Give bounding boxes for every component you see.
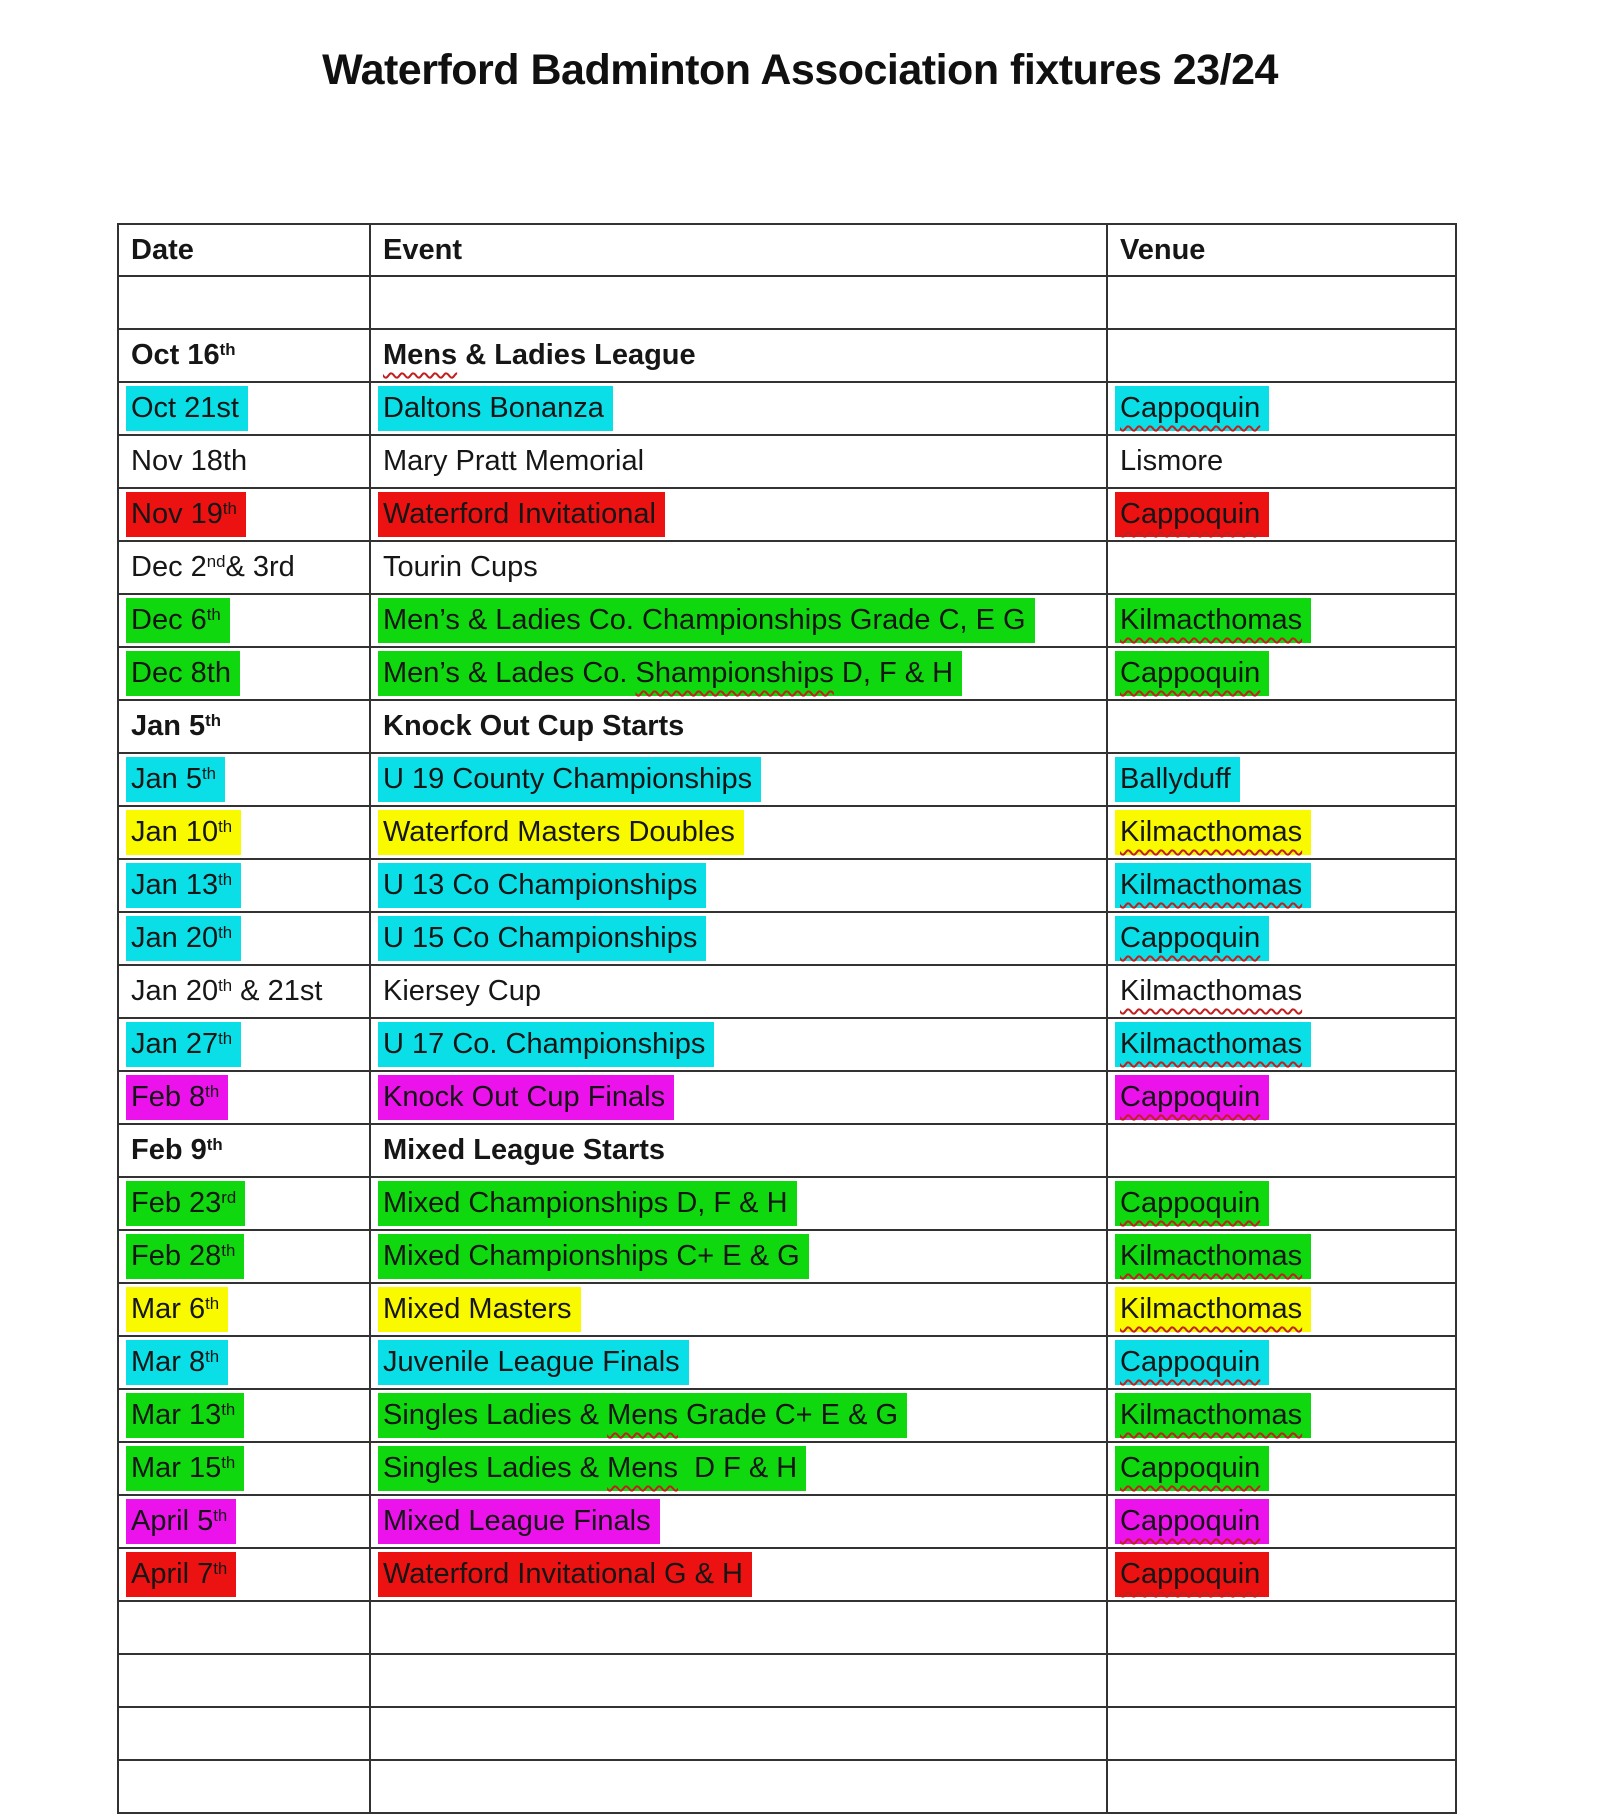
table-row xyxy=(118,1389,1456,1442)
event-cell xyxy=(370,1336,1107,1389)
date-cell xyxy=(118,806,370,859)
date-text: Jan 20th xyxy=(126,916,241,961)
date-text: Nov 19th xyxy=(126,492,246,537)
table-row xyxy=(118,1442,1456,1495)
fixtures-table xyxy=(117,223,1457,1814)
date-text: Feb 9th xyxy=(131,1134,223,1166)
event-text: U 17 Co. Championships xyxy=(378,1022,714,1067)
table-row xyxy=(118,1548,1456,1601)
date-text: Jan 13th xyxy=(126,863,241,908)
venue-text: Cappoquin xyxy=(1115,1499,1269,1544)
event-cell xyxy=(370,1389,1107,1442)
event-text: Singles Ladies & Mens Grade C+ E & G xyxy=(378,1393,907,1438)
date-cell xyxy=(118,1336,370,1389)
date-text: Mar 6th xyxy=(126,1287,228,1332)
date-text: Feb 23rd xyxy=(126,1181,245,1226)
event-cell xyxy=(370,1548,1107,1601)
venue-text: Kilmacthomas xyxy=(1115,1287,1311,1332)
event-text: Men’s & Ladies Co. Championships Grade C, E G xyxy=(378,598,1035,643)
table-row xyxy=(118,1654,1456,1707)
event-cell xyxy=(370,1601,1107,1654)
date-cell xyxy=(118,488,370,541)
venue-cell xyxy=(1107,1707,1456,1760)
date-cell xyxy=(118,594,370,647)
venue-text: Cappoquin xyxy=(1115,916,1269,961)
event-text: Tourin Cups xyxy=(383,551,538,583)
page-title: Waterford Badminton Association fixtures 23/24 xyxy=(322,46,1278,94)
venue-cell xyxy=(1107,1230,1456,1283)
venue-text: Cappoquin xyxy=(1115,1446,1269,1491)
date-cell xyxy=(118,1442,370,1495)
event-cell xyxy=(370,1018,1107,1071)
date-cell xyxy=(118,1230,370,1283)
date-cell xyxy=(118,1654,370,1707)
venue-cell xyxy=(1107,1018,1456,1071)
date-cell xyxy=(118,1601,370,1654)
event-text: U 15 Co Championships xyxy=(378,916,706,961)
venue-cell xyxy=(1107,1601,1456,1654)
event-text: Mixed Championships C+ E & G xyxy=(378,1234,809,1279)
date-text: Mar 13th xyxy=(126,1393,244,1438)
venue-cell xyxy=(1107,753,1456,806)
venue-cell xyxy=(1107,435,1456,488)
date-cell xyxy=(118,1177,370,1230)
header-venue: Venue xyxy=(1107,224,1456,276)
date-cell xyxy=(118,382,370,435)
venue-cell xyxy=(1107,1336,1456,1389)
table-row xyxy=(118,1336,1456,1389)
event-cell xyxy=(370,1230,1107,1283)
venue-cell xyxy=(1107,541,1456,594)
venue-text: Cappoquin xyxy=(1115,651,1269,696)
venue-cell xyxy=(1107,488,1456,541)
header-row xyxy=(118,224,1456,276)
table-row xyxy=(118,753,1456,806)
date-cell xyxy=(118,1071,370,1124)
venue-cell xyxy=(1107,594,1456,647)
date-text: Mar 8th xyxy=(126,1340,228,1385)
date-text: Feb 8th xyxy=(126,1075,228,1120)
table-row xyxy=(118,1071,1456,1124)
event-cell xyxy=(370,1442,1107,1495)
venue-cell xyxy=(1107,965,1456,1018)
table-row xyxy=(118,1124,1456,1177)
event-cell xyxy=(370,753,1107,806)
event-text: Mixed League Finals xyxy=(378,1499,660,1544)
venue-text: Ballyduff xyxy=(1115,757,1240,802)
event-cell xyxy=(370,1760,1107,1813)
event-cell xyxy=(370,912,1107,965)
venue-cell xyxy=(1107,1177,1456,1230)
event-cell xyxy=(370,859,1107,912)
table-row xyxy=(118,965,1456,1018)
date-cell xyxy=(118,1760,370,1813)
event-text: Mixed League Starts xyxy=(383,1134,666,1166)
date-cell xyxy=(118,1018,370,1071)
event-text: Waterford Masters Doubles xyxy=(378,810,744,855)
date-text: April 5th xyxy=(126,1499,236,1544)
table-row xyxy=(118,700,1456,753)
fixtures-table-body xyxy=(118,276,1456,1813)
venue-text: Kilmacthomas xyxy=(1115,1022,1311,1067)
date-cell xyxy=(118,1707,370,1760)
event-text: Mens & Ladies League xyxy=(383,339,696,371)
event-cell xyxy=(370,1495,1107,1548)
venue-cell xyxy=(1107,329,1456,382)
date-cell xyxy=(118,1124,370,1177)
date-text: Mar 15th xyxy=(126,1446,244,1491)
date-text: Dec 6th xyxy=(126,598,230,643)
header-date: Date xyxy=(118,224,370,276)
event-text: Juvenile League Finals xyxy=(378,1340,689,1385)
date-text: Oct 21st xyxy=(126,386,248,431)
table-row xyxy=(118,435,1456,488)
date-text: Dec 8th xyxy=(126,651,240,696)
event-text: Singles Ladies & Mens D F & H xyxy=(378,1446,806,1491)
event-text: U 19 County Championships xyxy=(378,757,761,802)
date-cell xyxy=(118,1283,370,1336)
header-event: Event xyxy=(370,224,1107,276)
event-cell xyxy=(370,382,1107,435)
table-row xyxy=(118,1177,1456,1230)
event-text: Kiersey Cup xyxy=(383,975,541,1007)
venue-cell xyxy=(1107,1389,1456,1442)
venue-cell xyxy=(1107,1548,1456,1601)
table-row xyxy=(118,859,1456,912)
date-text: Nov 18th xyxy=(131,445,248,477)
event-cell xyxy=(370,1283,1107,1336)
date-cell xyxy=(118,329,370,382)
date-text: Jan 20th & 21st xyxy=(131,975,323,1007)
venue-cell xyxy=(1107,1442,1456,1495)
event-cell xyxy=(370,329,1107,382)
venue-cell xyxy=(1107,382,1456,435)
date-cell xyxy=(118,1389,370,1442)
venue-text: Cappoquin xyxy=(1115,492,1269,537)
table-row xyxy=(118,1707,1456,1760)
table-row xyxy=(118,1283,1456,1336)
date-text: Jan 5th xyxy=(126,757,225,802)
event-cell xyxy=(370,1124,1107,1177)
event-text: Waterford Invitational xyxy=(378,492,665,537)
date-cell xyxy=(118,912,370,965)
event-text: Mixed Championships D, F & H xyxy=(378,1181,797,1226)
table-row xyxy=(118,1018,1456,1071)
date-text: Jan 27th xyxy=(126,1022,241,1067)
event-text: Knock Out Cup Finals xyxy=(378,1075,674,1120)
venue-cell xyxy=(1107,859,1456,912)
event-text: U 13 Co Championships xyxy=(378,863,706,908)
event-cell xyxy=(370,435,1107,488)
event-cell xyxy=(370,647,1107,700)
table-row xyxy=(118,541,1456,594)
table-row xyxy=(118,806,1456,859)
table-row xyxy=(118,647,1456,700)
venue-text: Kilmacthomas xyxy=(1115,1234,1311,1279)
date-cell xyxy=(118,647,370,700)
date-cell xyxy=(118,1548,370,1601)
table-row xyxy=(118,1495,1456,1548)
event-text: Mary Pratt Memorial xyxy=(383,445,645,477)
venue-cell xyxy=(1107,912,1456,965)
date-text: Feb 28th xyxy=(126,1234,244,1279)
event-text: Men’s & Lades Co. Shampionships D, F & H xyxy=(378,651,962,696)
venue-cell xyxy=(1107,700,1456,753)
venue-text: Cappoquin xyxy=(1115,1181,1269,1226)
venue-text: Lismore xyxy=(1120,445,1224,477)
event-cell xyxy=(370,700,1107,753)
venue-cell xyxy=(1107,647,1456,700)
event-text: Waterford Invitational G & H xyxy=(378,1552,752,1597)
date-text: Oct 16th xyxy=(131,339,236,371)
venue-text: Kilmacthomas xyxy=(1115,598,1311,643)
date-text: Jan 10th xyxy=(126,810,241,855)
table-row xyxy=(118,1601,1456,1654)
table-row xyxy=(118,382,1456,435)
event-cell xyxy=(370,488,1107,541)
venue-cell xyxy=(1107,1283,1456,1336)
date-cell xyxy=(118,276,370,329)
table-row xyxy=(118,594,1456,647)
date-cell xyxy=(118,1495,370,1548)
date-cell xyxy=(118,435,370,488)
venue-cell xyxy=(1107,1654,1456,1707)
venue-text: Cappoquin xyxy=(1115,1340,1269,1385)
event-cell xyxy=(370,594,1107,647)
date-cell xyxy=(118,859,370,912)
venue-text: Kilmacthomas xyxy=(1115,863,1311,908)
table-row xyxy=(118,1760,1456,1813)
event-cell xyxy=(370,1071,1107,1124)
event-cell xyxy=(370,276,1107,329)
table-row xyxy=(118,912,1456,965)
date-text: April 7th xyxy=(126,1552,236,1597)
table-row xyxy=(118,1230,1456,1283)
event-cell xyxy=(370,806,1107,859)
table-row xyxy=(118,488,1456,541)
date-text: Jan 5th xyxy=(131,710,222,742)
venue-text: Kilmacthomas xyxy=(1120,975,1303,1007)
event-text: Daltons Bonanza xyxy=(378,386,613,431)
venue-cell xyxy=(1107,1124,1456,1177)
date-cell xyxy=(118,753,370,806)
event-text: Knock Out Cup Starts xyxy=(383,710,685,742)
date-cell xyxy=(118,541,370,594)
date-cell xyxy=(118,700,370,753)
event-cell xyxy=(370,1707,1107,1760)
venue-text: Kilmacthomas xyxy=(1115,1393,1311,1438)
date-text: Dec 2nd& 3rd xyxy=(131,551,295,583)
venue-text: Cappoquin xyxy=(1115,386,1269,431)
event-cell xyxy=(370,1654,1107,1707)
table-row xyxy=(118,276,1456,329)
event-cell xyxy=(370,541,1107,594)
venue-text: Cappoquin xyxy=(1115,1552,1269,1597)
venue-text: Cappoquin xyxy=(1115,1075,1269,1120)
event-cell xyxy=(370,965,1107,1018)
venue-cell xyxy=(1107,1495,1456,1548)
venue-cell xyxy=(1107,806,1456,859)
venue-cell xyxy=(1107,1760,1456,1813)
date-cell xyxy=(118,965,370,1018)
venue-cell xyxy=(1107,1071,1456,1124)
table-row xyxy=(118,329,1456,382)
venue-cell xyxy=(1107,276,1456,329)
event-text: Mixed Masters xyxy=(378,1287,581,1332)
venue-text: Kilmacthomas xyxy=(1115,810,1311,855)
event-cell xyxy=(370,1177,1107,1230)
